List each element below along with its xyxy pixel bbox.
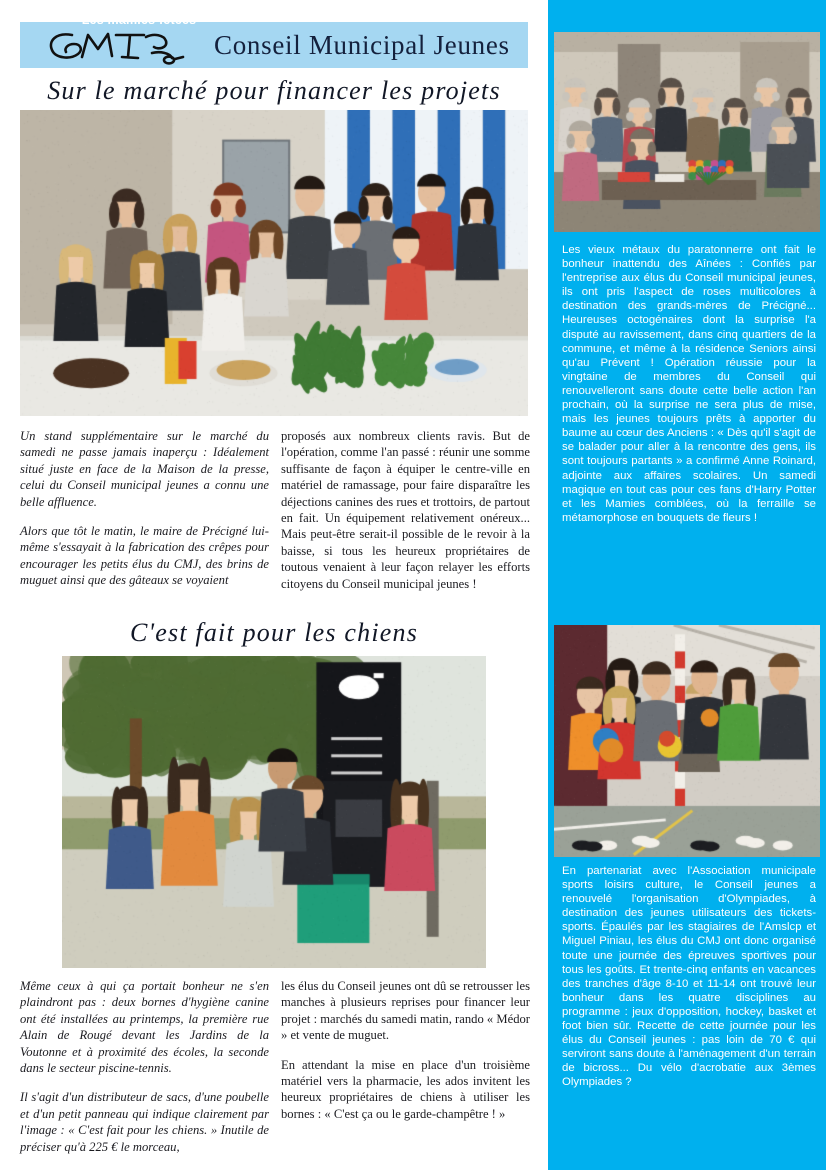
paragraph: Même ceux à qui ça portait bonheur ne s'en plaindront pas : deux bornes d'hygiène canine ont été installées au printemps, la première rue Alain de Rougé devant les Jardins de la Voutonne et à proximité des écoles, la seconde dans le secteur piscine-tennis. bbox=[20, 979, 269, 1076]
headline-marche: Sur le marché pour financer les projets bbox=[47, 76, 501, 105]
paragraph: les élus du Conseil jeunes ont dû se retrousser les manches à plusieurs reprises pour financer leur projet : marchés du samedi matin, rando « Médor » et vente de muguet. bbox=[281, 979, 530, 1043]
sidebar-heading-mamies: Les mamies fêtées bbox=[81, 13, 197, 27]
paragraph: Les vieux métaux du paratonnerre ont fait le bonheur inattendu des Aînées : Confiés par l'entreprise aux élus du Conseil municipal jeunes, ils ont pris l'aspect de roses multicolores à destination des grands-mères de Précigné... Heureuses octogénaires dont la surprise l'a disputé au ravissement, dans cinq quartiers de la commune, et même à la résidence Seniors ainsi qu'au Prévent ! Opération réussie pour la vingtaine de membres du Conseil qui renouvelleront sans doute cette belle action l'an prochain, où la surprise ne sera plus de mise, mais les jeunes toujours prêts à apporter du baume au cœur des Anciens : « Dès qu'il s'agit de se balader pour aller à la rencontre des gens, ils sont toujours partants » a confirmé Anne Roinard, adjointe aux affaires scolaires. Un samedi magique en tout cas pour ces fans d'Harry Potter et les Mamies comblées, où la ferraille se métamorphose en bouquets de fleurs ! bbox=[562, 244, 816, 524]
article-marche-column-right bbox=[281, 428, 530, 605]
paragraph: Alors que tôt le matin, le maire de Précigné lui-même s'essayait à la fabrication des crêpes pour encourager les petits élus du CMJ, des brins de muguet ainsi que des gâteaux se voyaient bbox=[20, 524, 269, 588]
paragraph: Un stand supplémentaire sur le marché du samedi ne passe jamais inaperçu : Idéalement situé juste en face de la Maison de la presse, celui du Conseil municipal jeunes a connu une belle affluence. bbox=[20, 429, 269, 509]
photo-mamies-reunion bbox=[554, 32, 820, 232]
paragraph: En attendant la mise en place d'un troisième matériel vers la pharmacie, les ados invitent les heureux propriétaires de chiens à utiliser les bornes : « C'est ça ou le garde-champêtre ! » bbox=[281, 1057, 530, 1121]
paragraph: En partenariat avec l'Association municipale sports loisirs culture, le Conseil jeunes a renouvelé l'organisation d'Olympiades, à destination des jeunes utilisateurs des tickets-sports. Épaulés par les stagiaires de l'Amslcp et Miguel Piniau, les élus du CMJ ont donc organisé toute une journée des épreuves sportives pour tous les goûts. Et trente-cinq enfants en vacances des tranches d'âge 8-10 et 11-14 ont trouvé leur bonheur dans les quatre disciplines au programme : jeux d'opposition, hockey, basket et foot bien sûr. Recette de cette journée pour les élus du Conseil jeunes : pas loin de 70 € qui serviront sans doute à l'aménagement d'un terrain de bicross... Du vélo d'acrobatie aux 3èmes Olympiades ? bbox=[562, 865, 816, 1089]
article-chiens-column-left bbox=[20, 978, 269, 1168]
paragraph: proposés aux nombreux clients ravis. But de l'opération, comme l'an passé : réunir une somme suffisante de façon à équiper le centre-ville en matériel de ramassage, pour faire disparaître les déjections canines des rues et trottoirs, de partout en fait. Un équipement relativement onéreux... Mais peut-être serait-il possible de le revoir à la baisse, si tous les heureux propriétaires de toutous venaient à leur façon relayer les efforts citoyens du Conseil municipal jeunes ! bbox=[281, 429, 530, 591]
photo-chiens-borne bbox=[62, 656, 486, 968]
sidebar-body-olympiades bbox=[562, 864, 816, 1090]
masthead-banner bbox=[20, 22, 528, 68]
sidebar-heading-olympiades: 2e Edition des Olympiades bbox=[56, 603, 222, 617]
paragraph: Il s'agit d'un distributeur de sacs, d'une poubelle et d'un petit panneau qui indique clairement par l'image : « C'est fait pour les chiens. » Inutile de préciser qu'à 225 € le morceau, bbox=[20, 1090, 269, 1154]
article-marche-column-left bbox=[20, 428, 269, 602]
photo-marche-stand bbox=[20, 110, 528, 416]
masthead-title: Conseil Municipal Jeunes bbox=[214, 29, 510, 60]
photo-olympiades-groupe bbox=[554, 625, 820, 857]
headline-chiens: C'est fait pour les chiens bbox=[129, 618, 419, 647]
cmj-graffiti-logo-icon bbox=[42, 23, 192, 67]
article-chiens-column-right bbox=[281, 978, 530, 1135]
sidebar-body-mamies bbox=[562, 243, 816, 525]
